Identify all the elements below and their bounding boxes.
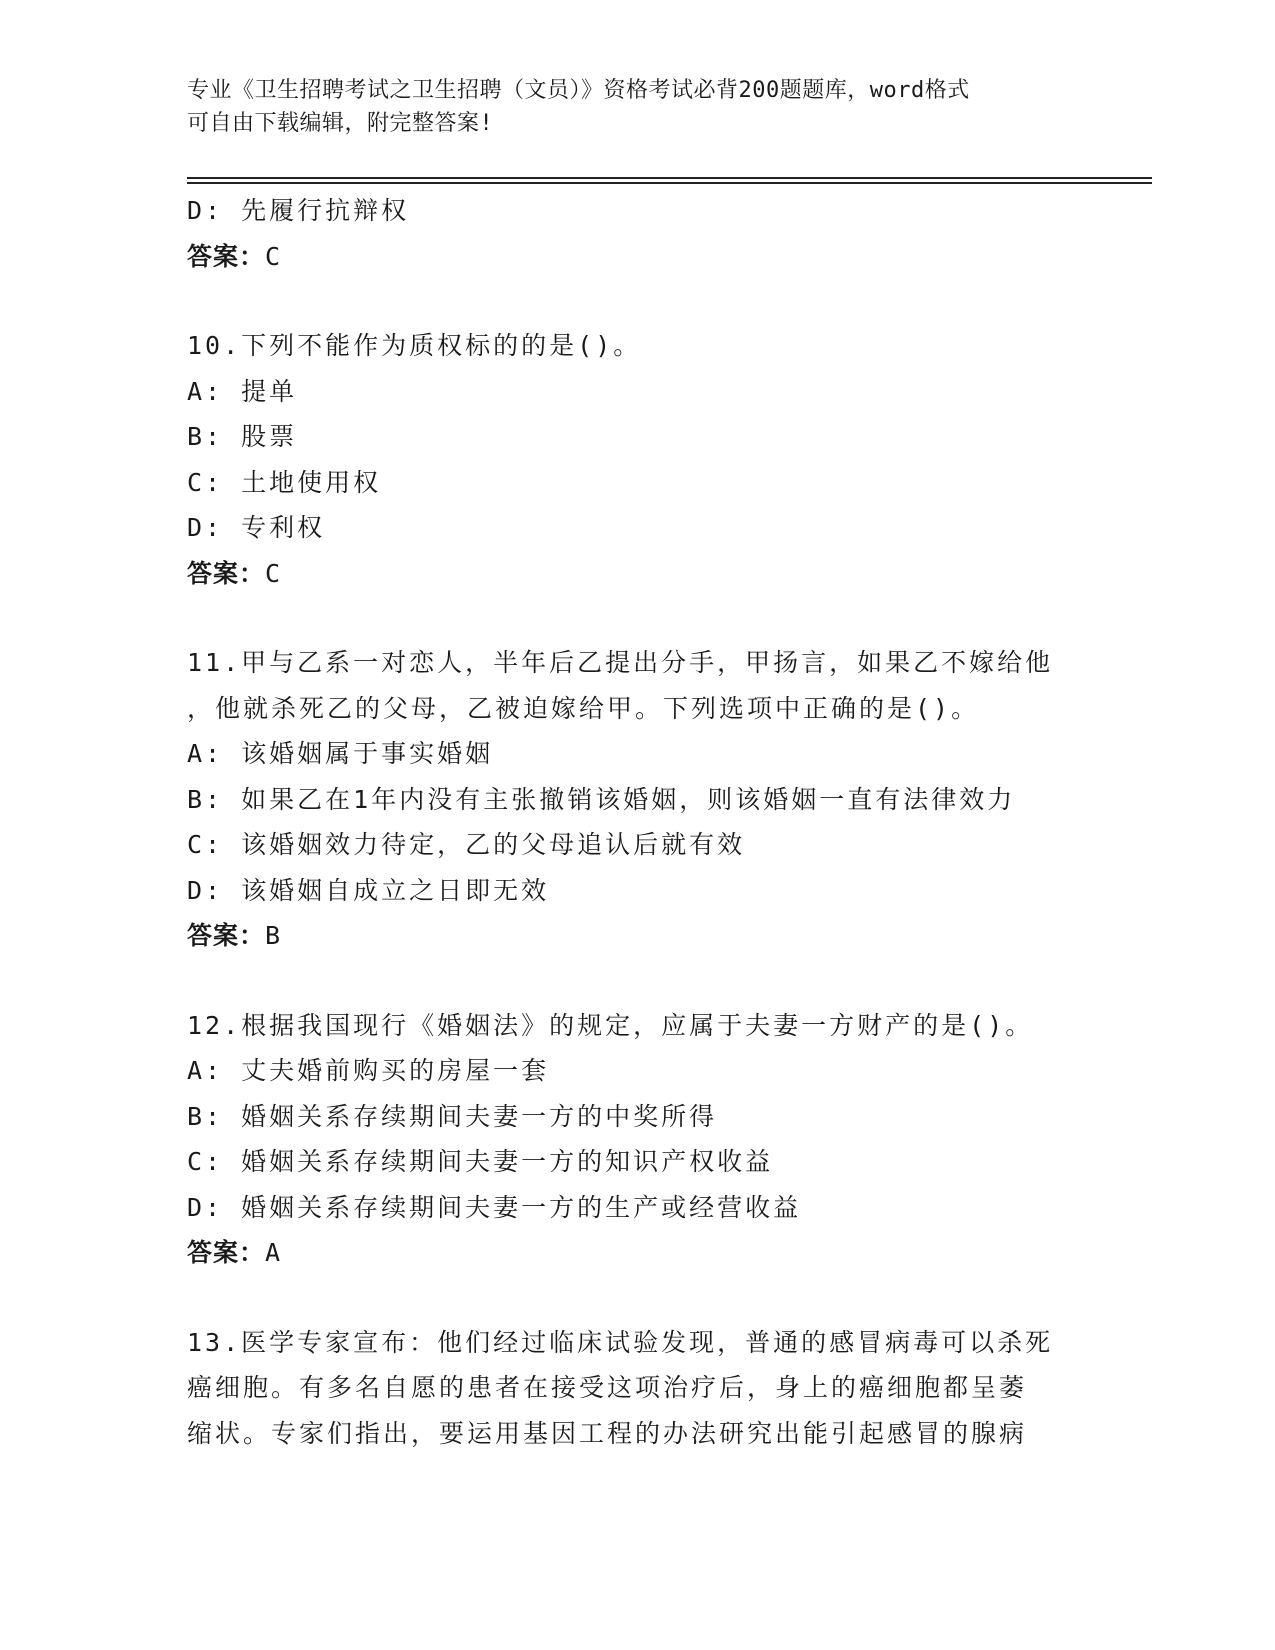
header-divider-bottom [187, 182, 1152, 184]
block-spacer [187, 279, 1127, 323]
question-line: D: 该婚姻自成立之日即无效 [187, 875, 550, 905]
answer-value: C [265, 558, 282, 588]
question-block [187, 1003, 1127, 1276]
question-line: C: 土地使用权 [187, 467, 382, 497]
answer-label: 答案： [187, 558, 266, 588]
question-text: 13.医学专家宣布：他们经过临床试验发现，普通的感冒病毒可以杀死 [187, 1327, 1054, 1357]
answer-value: B [265, 921, 282, 950]
answer-line [187, 551, 1127, 597]
answer-line [187, 913, 1127, 959]
block-spacer [187, 1276, 1127, 1320]
question-line: C: 该婚姻效力待定，乙的父母追认后就有效 [187, 830, 746, 859]
question-block [187, 640, 1127, 959]
question-line: B: 如果乙在1年内没有主张撤销该婚姻，则该婚姻一直有法律效力 [187, 784, 1016, 814]
block-spacer [187, 959, 1127, 1003]
answer-line [187, 234, 1127, 280]
block-spacer [187, 596, 1127, 640]
question-line: B: 股票 [187, 422, 298, 451]
question-line: B: 婚姻关系存续期间夫妻一方的中奖所得 [187, 1101, 718, 1131]
answer-line [187, 1230, 1127, 1276]
header-divider-top [187, 177, 1152, 179]
answer-label: 答案： [187, 921, 266, 950]
question-line: 癌细胞。有多名自愿的患者在接受这项治疗后，身上的癌细胞都呈萎 [187, 1373, 1028, 1402]
question-line: A: 丈夫婚前购买的房屋一套 [187, 1056, 550, 1085]
question-block [187, 1320, 1127, 1457]
question-text: 12.根据我国现行《婚姻法》的规定，应属于夫妻一方财产的是()。 [187, 1010, 1034, 1040]
question-block [187, 188, 1127, 279]
document-header [187, 74, 1067, 140]
question-line: 缩状。专家们指出，要运用基因工程的办法研究出能引起感冒的腺病 [187, 1418, 1028, 1448]
question-list [187, 188, 1127, 1456]
question-line: A: 该婚姻属于事实婚姻 [187, 739, 494, 768]
question-text: 11.甲与乙系一对恋人，半年后乙提出分手，甲扬言，如果乙不嫁给他 [187, 648, 1054, 677]
question-line: ，他就杀死乙的父母，乙被迫嫁给甲。下列选项中正确的是()。 [187, 693, 980, 723]
answer-label: 答案： [187, 1238, 266, 1267]
question-line: D: 先履行抗辩权 [187, 196, 410, 225]
question-block [187, 323, 1127, 596]
answer-value: C [265, 241, 282, 271]
question-text: 10.下列不能作为质权标的的是()。 [187, 331, 642, 360]
question-line: C: 婚姻关系存续期间夫妻一方的知识产权收益 [187, 1147, 774, 1176]
header-line-1: 专业《卫生招聘考试之卫生招聘（文员）》资格考试必背200题题库，word格式 [187, 78, 970, 103]
answer-label: 答案： [187, 241, 266, 271]
question-line: D: 婚姻关系存续期间夫妻一方的生产或经营收益 [187, 1192, 802, 1222]
question-line: A: 提单 [187, 376, 298, 406]
header-line-2: 可自由下载编辑，附完整答案! [187, 111, 494, 136]
question-line: D: 专利权 [187, 513, 326, 542]
answer-value: A [265, 1238, 282, 1267]
